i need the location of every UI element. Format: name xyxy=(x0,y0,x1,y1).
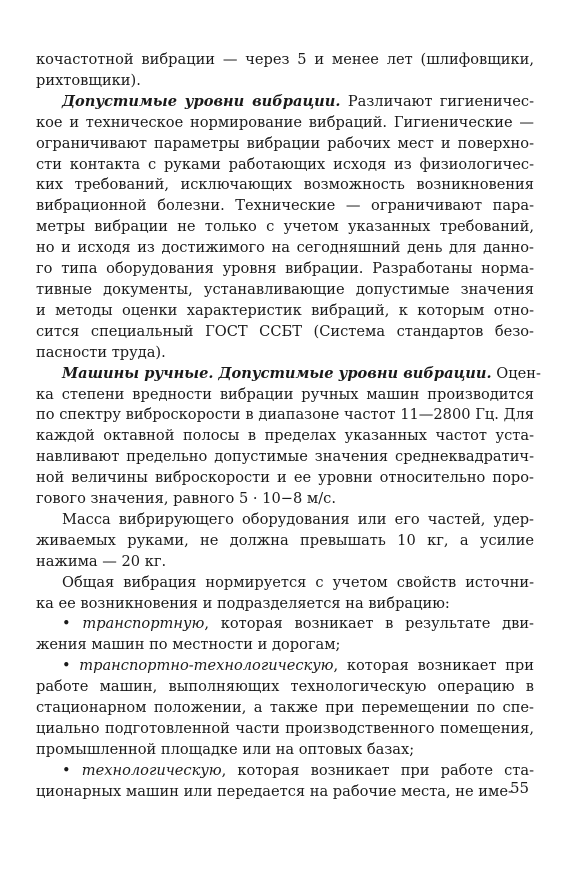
text-line xyxy=(36,447,534,468)
text-run: Общая вибрация нормируется с учетом свойств источни- xyxy=(62,573,534,591)
text-run: , которая возникает при xyxy=(333,657,534,675)
text-run: ограничивают параметры вибрации рабочих мест и поверхно- xyxy=(36,134,534,152)
text-run: кое и техническое нормирование вибраций. Гигиенические — xyxy=(36,113,534,131)
text-run: ной величины виброскорости и ее уровни относительно поро- xyxy=(36,469,534,487)
text-line xyxy=(36,196,534,217)
paragraph xyxy=(36,573,534,615)
text-run: вибрационной болезни. Технические — ограничивают пара- xyxy=(36,197,534,215)
text-run: • xyxy=(62,615,83,633)
paragraph xyxy=(36,761,534,803)
text-run: циально подготовленной части производственного помещения, xyxy=(36,720,534,737)
text-line xyxy=(36,489,534,510)
text-run: го типа оборудования уровня вибрации. Разработаны норма- xyxy=(36,260,534,278)
run-in-heading: Машины ручные. Допустимые уровни вибрации. xyxy=(62,364,492,382)
text-run: каждой октавной полосы в пределах указанных частот уста- xyxy=(36,427,534,445)
text-line xyxy=(36,698,534,719)
text-line xyxy=(36,259,534,280)
text-line xyxy=(36,343,534,364)
text-line xyxy=(36,385,534,406)
text-line xyxy=(36,656,534,677)
text-run: сится специальный ГОСТ ССБТ (Система стандартов безо- xyxy=(36,322,534,340)
text-line xyxy=(36,677,534,698)
text-run: ка степени вредности вибрации ручных машин производится xyxy=(36,385,534,403)
paragraph xyxy=(36,92,534,364)
page-body xyxy=(36,50,541,803)
text-run: Оцен- xyxy=(491,364,541,382)
italic-term: транспортную xyxy=(82,615,205,633)
text-line xyxy=(36,573,534,594)
text-line xyxy=(36,426,534,447)
text-run: навливают предельно допустимые значения среднеквадратич- xyxy=(36,448,534,466)
text-run: ка ее возникновения и подразделяется на вибрацию: xyxy=(36,594,450,612)
text-run: кочастотной вибрации — через 5 и менее лет (шлифовщики, xyxy=(36,51,534,68)
text-line xyxy=(36,740,534,761)
text-run: живаемых руками, не должна превышать 10 кг, а усилие xyxy=(36,531,534,549)
text-flow xyxy=(36,50,541,803)
text-line xyxy=(36,364,541,385)
text-line xyxy=(36,301,534,322)
text-line xyxy=(36,782,534,803)
text-run: сти контакта с руками работающих исходя из физиологичес- xyxy=(36,155,534,173)
paragraph xyxy=(36,614,534,656)
text-run: Различают гигиеничес- xyxy=(340,92,534,110)
text-run: Масса вибрирующего оборудования или его частей, удер- xyxy=(62,510,534,528)
text-line xyxy=(36,552,534,573)
text-run: и методы оценки характеристик вибраций, к которым отно- xyxy=(36,301,534,319)
text-run: , которая возникает при работе ста- xyxy=(221,761,535,779)
text-line xyxy=(36,71,534,92)
text-line xyxy=(36,510,534,531)
text-line xyxy=(36,761,534,782)
text-line xyxy=(36,635,534,656)
text-line xyxy=(36,531,534,552)
text-line xyxy=(36,155,534,176)
text-line xyxy=(36,113,534,134)
text-run: рихтовщики). xyxy=(36,71,141,89)
text-line xyxy=(36,280,534,301)
text-line xyxy=(36,468,534,489)
text-run: ционарных машин или передается на рабочие места, не име- xyxy=(36,782,513,800)
italic-term: технологическую xyxy=(81,761,222,779)
text-run: промышленной площадке или на оптовых базах; xyxy=(36,740,415,758)
text-run: тивные документы, устанавливающие допустимые значения xyxy=(36,280,534,298)
text-line xyxy=(36,594,534,615)
text-run: по спектру виброскорости в диапазоне частот 11—2800 Гц. Для xyxy=(36,406,534,424)
text-line xyxy=(36,134,534,155)
text-run: метры вибрации не только с учетом указанных требований, xyxy=(36,218,534,236)
text-run: нажима — 20 кг. xyxy=(36,552,167,570)
text-line xyxy=(36,322,534,343)
text-run: работе машин, выполняющих технологическую операцию в xyxy=(36,678,534,696)
paragraph xyxy=(36,50,534,92)
text-line xyxy=(36,238,534,259)
paragraph xyxy=(36,656,534,761)
text-line xyxy=(36,217,534,238)
page-number: 55 xyxy=(510,779,530,797)
text-line xyxy=(36,175,534,196)
italic-term: транспортно-технологическую xyxy=(79,657,334,675)
text-run: жения машин по местности и дорогам; xyxy=(36,636,341,654)
text-run: но и исходя из достижимого на сегодняшний день для данно- xyxy=(36,239,534,257)
text-run: гового значения, равного 5 · 10−8 м/с. xyxy=(36,490,336,508)
text-run: • xyxy=(62,657,80,675)
text-run: пасности труда). xyxy=(36,343,166,361)
text-line xyxy=(36,719,534,740)
text-line xyxy=(36,405,534,426)
text-run: , которая возникает в результате дви- xyxy=(204,615,534,633)
text-run: • xyxy=(62,761,82,779)
text-line xyxy=(36,92,534,113)
text-line xyxy=(36,50,534,71)
text-run: стационарном положении, а также при перемещении по спе- xyxy=(36,699,534,717)
text-line xyxy=(36,614,534,635)
paragraph xyxy=(36,364,541,510)
run-in-heading: Допустимые уровни вибрации. xyxy=(62,92,341,110)
paragraph xyxy=(36,510,534,573)
text-run: ких требований, исключающих возможность возникновения xyxy=(36,176,534,194)
